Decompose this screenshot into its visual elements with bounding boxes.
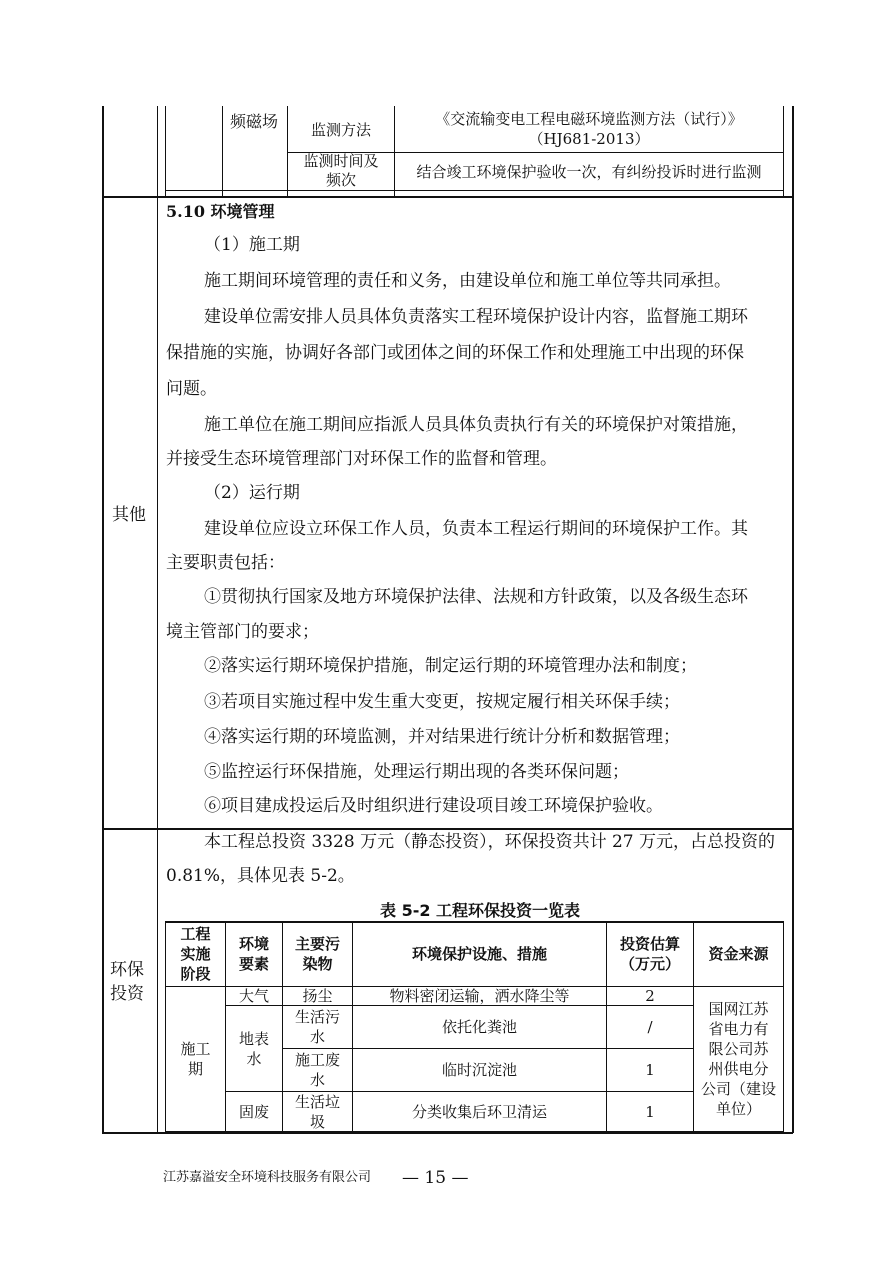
- monitor-time-value: 结合竣工环境保护验收一次，有纠纷投诉时进行监测: [416, 162, 762, 181]
- table-cell-element: 大气: [238, 987, 269, 1005]
- paragraph-line: ③若项目实施过程中发生重大变更，按规定履行相关环保手续；: [204, 692, 680, 712]
- category-label: 频磁场: [230, 112, 279, 131]
- section-heading: 5.10 环境管理: [166, 202, 275, 221]
- table-cell-amount: 1: [645, 1061, 655, 1079]
- table-cell-pollutant: 生活垃 圾: [294, 1092, 340, 1131]
- paragraph-line: 境主管部门的要求；: [166, 622, 319, 642]
- paragraph-line: ⑥项目建成投运后及时组织进行建设项目竣工环境保护验收。: [204, 796, 663, 816]
- paragraph-line: 建设单位应设立环保工作人员，负责本工程运行期间的环境保护工作。其: [204, 519, 748, 539]
- table-cell-pollutant: 施工废 水: [294, 1051, 340, 1089]
- header-element: 环境 要素: [238, 935, 269, 973]
- table-cell-measure: 依托化粪池: [441, 1018, 517, 1036]
- table-cell-amount: 2: [645, 987, 655, 1005]
- table-title: 表 5-2 工程环保投资一览表: [380, 901, 581, 920]
- table-cell-amount: /: [647, 1018, 653, 1036]
- intro-line: 本工程总投资 3328 万元（静态投资），环保投资共计 27 万元，占总投资的: [204, 832, 776, 852]
- side-label-invest: 环保 投资: [110, 960, 144, 1004]
- paragraph-line: 建设单位需安排人员具体负责落实工程环境保护设计内容，监督施工期环: [204, 307, 748, 327]
- header-amount: 投资估算 （万元）: [619, 935, 680, 973]
- paragraph-line: ①贯彻执行国家及地方环境保护法律、法规和方针政策，以及各级生态环: [204, 587, 748, 607]
- paragraph-line: ⑤监控运行环保措施，处理运行期出现的各类环保问题；: [204, 762, 629, 782]
- paragraph-line: （2）运行期: [204, 483, 300, 503]
- table-cell-measure: 临时沉淀池: [441, 1061, 517, 1079]
- footer-company: 江苏嘉溢安全环境科技服务有限公司: [163, 1170, 372, 1185]
- stage-cell: 施工 期: [180, 1040, 211, 1078]
- paragraph-line: 施工期间环境管理的责任和义务，由建设单位和施工单位等共同承担。: [204, 271, 731, 291]
- paragraph-line: （1）施工期: [204, 235, 300, 255]
- header-pollutant: 主要污 染物: [294, 935, 340, 973]
- side-label-other: 其他: [112, 505, 146, 525]
- table-cell-amount: 1: [645, 1102, 655, 1121]
- paragraph-line: 主要职责包括：: [166, 553, 285, 573]
- table-cell-pollutant: 扬尘: [302, 987, 333, 1005]
- paragraph-line: ②落实运行期环境保护措施，制定运行期的环境管理办法和制度；: [204, 656, 697, 676]
- paragraph-line: 问题。: [166, 379, 217, 399]
- page-number: — 15 —: [402, 1168, 469, 1188]
- intro-line: 0.81%，具体见表 5-2。: [166, 866, 355, 886]
- monitor-method-label: 监测方法: [310, 120, 371, 139]
- header-stage: 工程 实施 阶段: [180, 925, 211, 983]
- paragraph-line: 施工单位在施工期间应指派人员具体负责执行有关的环境保护对策措施，: [204, 415, 748, 435]
- monitor-time-label: 监测时间及 频次: [303, 152, 379, 189]
- header-funding: 资金来源: [708, 945, 769, 963]
- header-measure: 环境保护设施、措施: [411, 945, 547, 963]
- table-cell-measure: 分类收集后环卫清运: [411, 1102, 547, 1121]
- table-cell-pollutant: 生活污 水: [294, 1008, 340, 1046]
- monitor-method-value: 《交流输变电工程电磁环境监测方法（试行）》 （HJ681-2013）: [435, 110, 743, 148]
- funding-cell: 国网江苏 省电力有 限公司苏 州供电分 公司（建设 单位）: [700, 1000, 776, 1118]
- paragraph-line: ④落实运行期的环境监测，并对结果进行统计分析和数据管理；: [204, 727, 680, 747]
- paragraph-line: 保措施的实施，协调好各部门或团体之间的环保工作和处理施工中出现的环保: [166, 343, 744, 363]
- table-cell-measure: 物料密闭运输，洒水降尘等: [389, 987, 570, 1005]
- table-cell-element: 地表 水: [238, 1029, 269, 1068]
- table-cell-element: 固废: [238, 1102, 269, 1121]
- paragraph-line: 并接受生态环境管理部门对环保工作的监督和管理。: [166, 449, 557, 469]
